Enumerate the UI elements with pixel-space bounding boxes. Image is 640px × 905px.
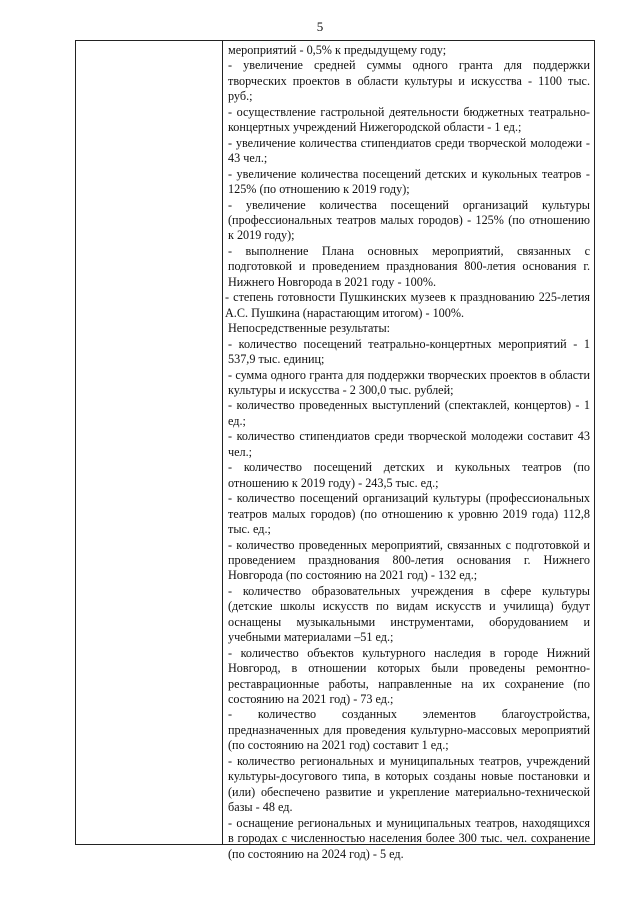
text-line: мероприятий - 0,5% к предыдущему году; — [228, 43, 447, 57]
text-line: - количество проведенных выступлений (спектаклей, концертов) - 1 ед.; — [228, 398, 590, 428]
text-line: - количество проведенных мероприятий, связанных с подготовкой и проведением празднования 800-летия основания г. Нижнего Новгорода (по состоянию на 2021 год) - 132 ед.; — [228, 537, 590, 583]
text-line: - количество объектов культурного наследия в городе Нижний Новгород, в отношении которых были проведены ремонтно-реставрационные работы, направленные на их сохранение (по состоянию на 2021 год) - 73 ед.; — [228, 645, 590, 707]
text-line: - количество посещений театрально-концертных мероприятий - 1 537,9 тыс. единиц; — [228, 336, 590, 367]
text-line: - количество посещений детских и кукольных театров (по отношению к 2019 году) - 243,5 тыс. ед.; — [228, 460, 590, 490]
column-divider — [222, 41, 223, 844]
text-line: - увеличение количества стипендиатов среди творческой молодежи - 43 чел.; — [228, 135, 590, 166]
text-line: - увеличение количества посещений организаций культуры (профессиональных театров малых городов) - 125% (по отношению к 2019 году); — [228, 197, 590, 243]
text-line: - количество стипендиатов среди творческой молодежи составит 43 чел.; — [228, 429, 590, 459]
text-line: - количество созданных элементов благоустройства, предназначенных для проведения культурно-массовых мероприятий (по состоянию на 2021 год) составит 1 ед.; — [228, 707, 590, 753]
text-line: - степень готовности Пушкинских музеев к празднованию 225-летия А.С. Пушкина (нарастающим итогом) - 100%. — [225, 290, 590, 320]
text-line: - увеличение количества посещений детских и кукольных театров - 125% (по отношению к 2019 году); — [228, 166, 590, 197]
text-line: - выполнение Плана основных мероприятий, связанных с подготовкой и проведением празднования 800-летия основания г. Нижнего Новгорода в 2021 году - 100%. — [228, 243, 590, 289]
results-table — [75, 40, 595, 861]
text-line: - количество региональных и муниципальных театров, учреждений культуры-досугового типа, в которых созданы новые постановки и (или) обеспечено развитие и укрепление материально-технической базы - 48 ед. — [228, 753, 590, 815]
text-line: - оснащение региональных и муниципальных театров, находящихся в городах с численностью населения более 300 тыс. чел. сохранение (по состоянию на 2024 год) - 5 ед. — [228, 815, 590, 861]
text-line: - сумма одного гранта для поддержки творческих проектов в области культуры и искусства - 2 300,0 тыс. рублей; — [228, 367, 590, 397]
table-right-cell — [225, 43, 590, 862]
text-line: - количество образовательных учреждения в сфере культуры (детские школы искусств по видам искусств и училища) будут оснащены музыкальными инструментами, оборудованием и учебными материалами –51 ед.; — [228, 583, 590, 645]
text-line: - количество посещений организаций культуры (профессиональных театров малых городов) (по отношению к уровню 2019 года) 112,8 тыс. ед.; — [228, 491, 590, 537]
table-left-cell — [76, 41, 222, 844]
page-number: 5 — [316, 19, 324, 34]
section-heading: Непосредственные результаты: — [228, 321, 391, 336]
text-line: - увеличение средней суммы одного гранта для поддержки творческих проектов в области культуры и искусства - 1100 тыс. руб.; — [228, 58, 590, 104]
text-line: - осуществление гастрольной деятельности бюджетных театрально-концертных учреждений Нижегородской области - 1 ед.; — [228, 104, 590, 135]
